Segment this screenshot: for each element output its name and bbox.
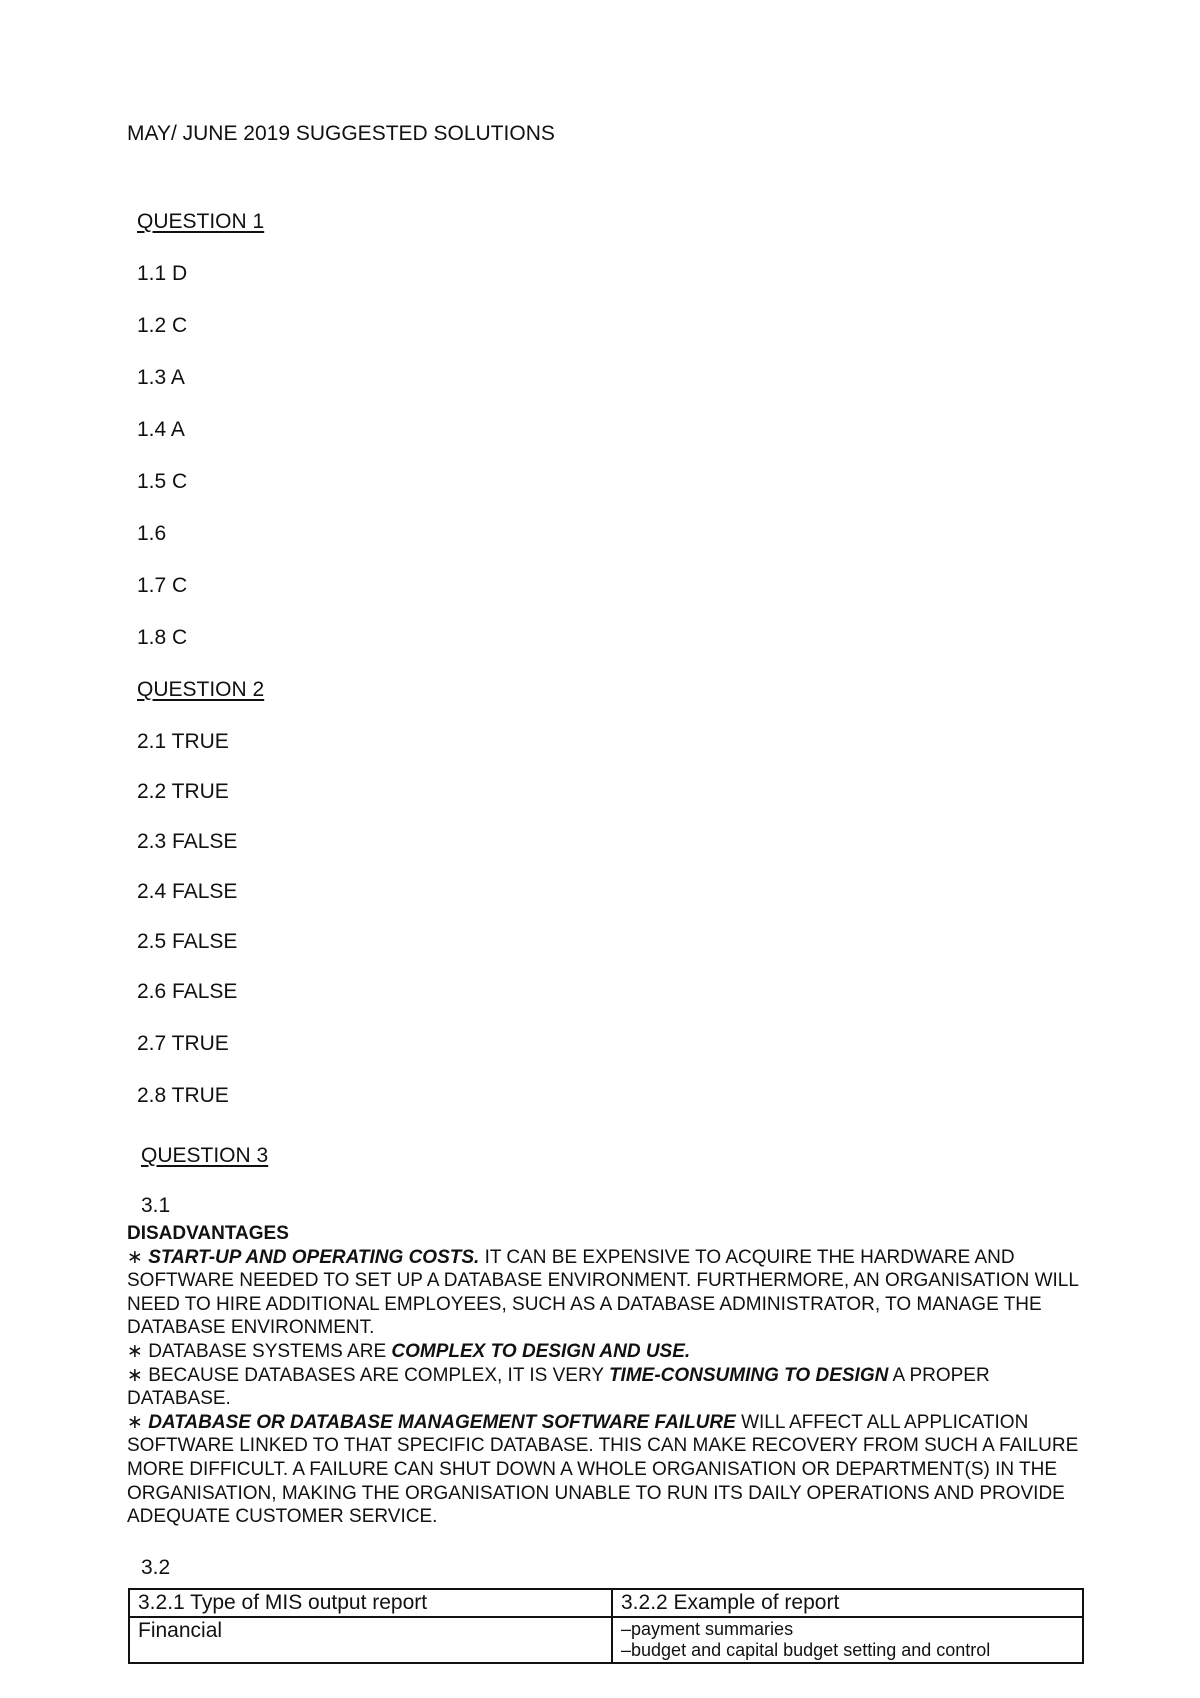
table-header-row — [129, 1589, 1083, 1617]
disadvantage-point: ∗ DATABASE SYSTEMS ARE COMPLEX TO DESIGN AND USE. — [127, 1340, 691, 1362]
emphasis-text: TIME-CONSUMING TO DESIGN — [608, 1364, 889, 1386]
answer-2-8: 2.8 TRUE — [137, 1084, 229, 1107]
example-item: –budget and capital budget setting and control — [621, 1640, 991, 1660]
bullet-icon: ∗ — [127, 1246, 149, 1268]
answer-2-7: 2.7 TRUE — [137, 1032, 229, 1055]
disadvantages-section — [127, 1222, 1087, 1529]
emphasis-text: COMPLEX TO DESIGN AND USE. — [391, 1340, 691, 1362]
answer-2-3: 2.3 FALSE — [137, 830, 238, 853]
answer-1-2: 1.2 C — [137, 314, 188, 337]
question-3-heading: QUESTION 3 — [141, 1144, 269, 1167]
disadvantage-point: ∗ DATABASE OR DATABASE MANAGEMENT SOFTWARE FAILURE WILL AFFECT ALL APPLICATION SOFTWARE LINKED TO THAT SPECIFIC DATABASE. THIS CAN MAKE RECOVERY FROM SUCH A FAILURE MORE DIFFICULT. A FAILURE CAN SHUT DOWN A WHOLE ORGANISATION OR DEPARTMENT(S) IN THE ORGANISATION, MAKING THE ORGANISATION UNABLE TO RUN ITS DAILY OPERATIONS AND PROVIDE ADEQUATE CUSTOMER SERVICE. — [127, 1411, 1079, 1528]
table-row — [129, 1617, 1083, 1663]
answer-1-6: 1.6 — [137, 522, 167, 545]
answer-1-5: 1.5 C — [137, 470, 188, 493]
table-header-cell: 3.2.2 Example of report — [612, 1589, 1083, 1617]
bullet-icon: ∗ — [127, 1411, 149, 1433]
answer-1-7: 1.7 C — [137, 574, 188, 597]
subquestion-3-2-label: 3.2 — [141, 1556, 171, 1579]
bullet-icon: ∗ — [127, 1340, 149, 1362]
answer-2-1: 2.1 TRUE — [137, 730, 229, 753]
question-1-heading: QUESTION 1 — [137, 210, 265, 233]
example-item: –payment summaries — [621, 1619, 794, 1639]
emphasis-text: DATABASE OR DATABASE MANAGEMENT SOFTWARE FAILURE — [148, 1411, 736, 1433]
disadvantage-point: ∗ BECAUSE DATABASES ARE COMPLEX, IT IS VERY TIME-CONSUMING TO DESIGN A PROPER DATABASE. — [127, 1364, 990, 1410]
answer-1-3: 1.3 A — [137, 366, 185, 389]
mis-report-table — [128, 1588, 1084, 1664]
disadvantages-heading: DISADVANTAGES — [127, 1223, 289, 1244]
answer-2-5: 2.5 FALSE — [137, 930, 238, 953]
table-cell-examples — [612, 1617, 1083, 1663]
disadvantage-point: ∗ START-UP AND OPERATING COSTS. IT CAN BE EXPENSIVE TO ACQUIRE THE HARDWARE AND SOFTWARE NEEDED TO SET UP A DATABASE ENVIRONMENT. FURTHERMORE, AN ORGANISATION WILL NEED TO HIRE ADDITIONAL EMPLOYEES, SUCH AS A DATABASE ADMINISTRATOR, TO MANAGE THE DATABASE ENVIRONMENT. — [127, 1246, 1079, 1339]
answer-1-8: 1.8 C — [137, 626, 188, 649]
page-title: MAY/ JUNE 2019 SUGGESTED SOLUTIONS — [127, 122, 555, 145]
table-cell-type: Financial — [129, 1617, 612, 1663]
table-header-cell: 3.2.1 Type of MIS output report — [129, 1589, 612, 1617]
answer-2-2: 2.2 TRUE — [137, 780, 229, 803]
answer-1-1: 1.1 D — [137, 262, 188, 285]
answer-1-4: 1.4 A — [137, 418, 185, 441]
answer-2-4: 2.4 FALSE — [137, 880, 238, 903]
question-2-heading: QUESTION 2 — [137, 678, 265, 701]
emphasis-text: START-UP AND OPERATING COSTS. — [148, 1246, 480, 1268]
bullet-icon: ∗ — [127, 1364, 149, 1386]
answer-2-6: 2.6 FALSE — [137, 980, 238, 1003]
subquestion-3-1-label: 3.1 — [141, 1194, 171, 1217]
